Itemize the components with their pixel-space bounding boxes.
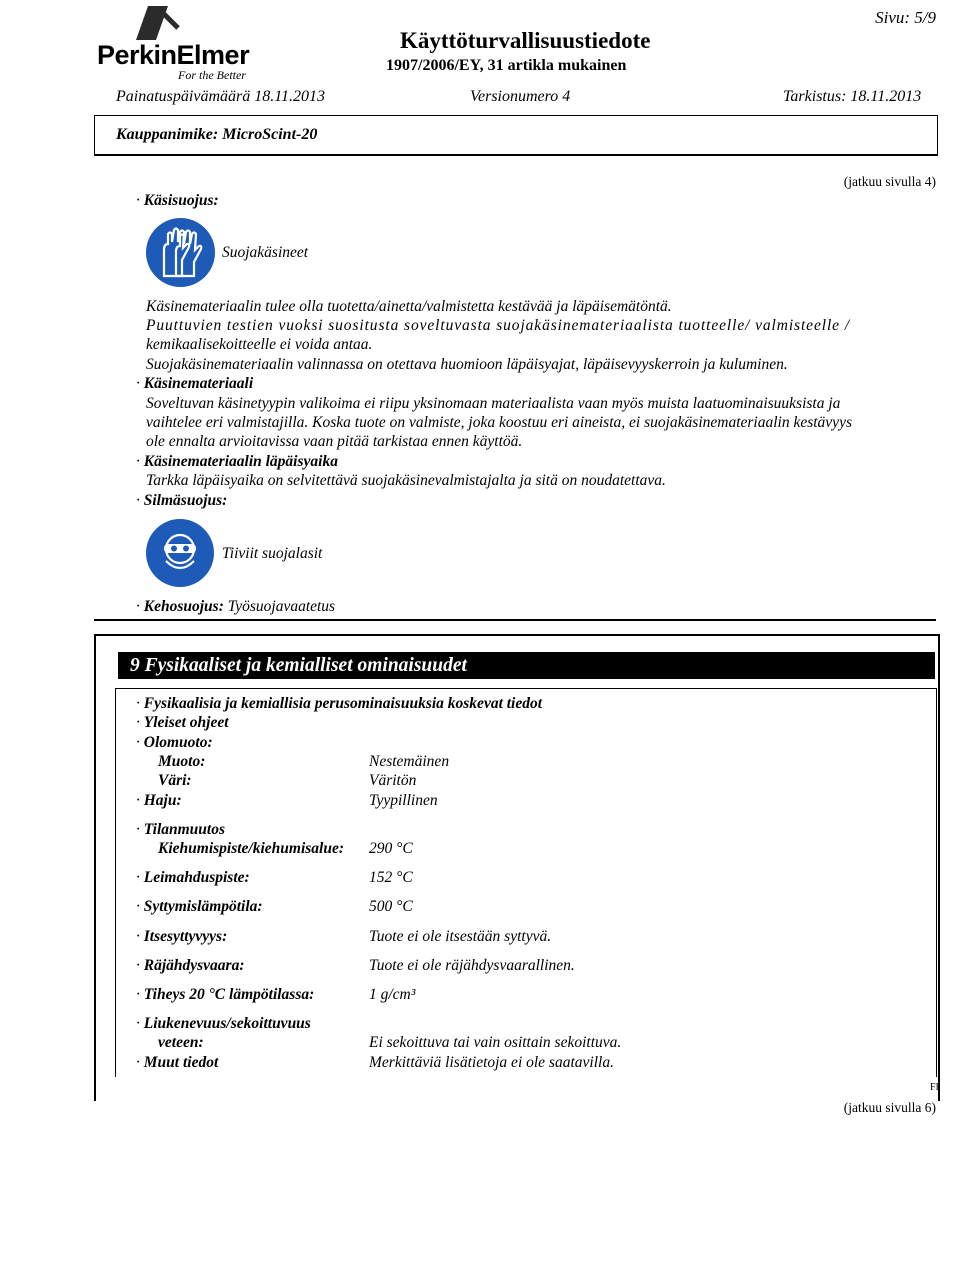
continued-from: (jatkuu sivulla 4) — [843, 174, 936, 189]
color-value: Väritön — [369, 772, 417, 789]
gloves-icon — [146, 218, 215, 287]
ignition-value: 500 °C — [369, 898, 413, 915]
page-number: Sivu: 5/9 — [875, 8, 936, 27]
odor-label: · Haju: — [136, 792, 182, 810]
physchem-intro: · Fysikaalisia ja kemiallisia perusominaisuuksia koskevat tiedot — [136, 695, 542, 713]
other-info-label: · Muut tiedot — [136, 1054, 218, 1072]
density-label: · Tiheys 20 °C lämpötilassa: — [136, 986, 314, 1004]
boiling-label: Kiehumispiste/kiehumisalue: — [158, 840, 345, 857]
self-ignition-value: Tuote ei ole itsestään syttyvä. — [369, 928, 552, 945]
eye-protection-label: · Silmäsuojus: — [136, 492, 227, 510]
version-number: Versionumero 4 — [470, 88, 571, 105]
flash-point-label: · Leimahduspiste: — [136, 869, 250, 887]
general-info: · Yleiset ohjeet — [136, 714, 229, 732]
continued-to: (jatkuu sivulla 6) — [843, 1100, 936, 1115]
glove-material-title: · Käsinemateriaali — [136, 375, 253, 393]
glove-material-1: Soveltuvan käsinetyypin valikoima ei riipu yksinomaan materiaalista vaan myös muista laatuominaisuuksista ja — [146, 395, 841, 412]
explosion-value: Tuote ei ole räjähdysvaarallinen. — [369, 957, 575, 974]
print-date: Painatuspäivämäärä 18.11.2013 — [116, 88, 326, 105]
logo-wordmark: PerkinElmer — [97, 40, 250, 70]
logo-tagline: For the Better — [178, 68, 246, 82]
state-change-label: · Tilanmuutos — [136, 821, 225, 839]
permeation-text: Tarkka läpäisyaika on selvitettävä suojakäsinevalmistajalta ja sitä on noudatettava. — [146, 472, 666, 489]
glove-material-3: ole ennalta arvioitavissa vaan pitää tarkistaa ennen käyttöä. — [146, 433, 523, 450]
hand-text-2b: kemikaalisekoitteelle ei voida antaa. — [146, 336, 373, 353]
boiling-value: 290 °C — [369, 840, 413, 857]
solubility-label-2: veteen: — [158, 1034, 204, 1051]
hand-protection-label: · Käsisuojus: — [136, 192, 219, 210]
hand-text-3: Suojakäsinemateriaalin valinnassa on otettava huomioon läpäisyajat, läpäisevyyskerroin ja kuluminen. — [146, 356, 788, 373]
density-value: 1 g/cm³ — [369, 986, 416, 1003]
flash-point-value: 152 °C — [369, 869, 413, 886]
explosion-label: · Räjähdysvaara: — [136, 957, 245, 975]
hand-text-2a: Puuttuvien testien vuoksi suositusta soveltuvasta suojakäsinemateriaalista tuotteelle/ valmisteelle / — [146, 317, 850, 334]
revision-date: Tarkistus: 18.11.2013 — [783, 88, 922, 105]
solubility-value: Ei sekoittuva tai vain osittain sekoittuva. — [369, 1034, 622, 1051]
document-title: Käyttöturvallisuustiedote — [400, 28, 651, 53]
goggles-icon — [146, 519, 214, 587]
form-value: Nestemäinen — [369, 753, 450, 770]
self-ignition-label: · Itsesyttyvyys: — [136, 928, 227, 946]
form-label: Muoto: — [158, 753, 206, 770]
goggles-caption: Tiiviit suojalasit — [222, 545, 323, 562]
section9-title: 9 Fysikaaliset ja kemialliset ominaisuudet — [118, 652, 935, 679]
gloves-caption: Suojakäsineet — [222, 244, 309, 261]
ignition-label: · Syttymislämpötila: — [136, 898, 263, 916]
solubility-label: · Liukenevuus/sekoittuvuus — [136, 1015, 311, 1033]
hand-text-1: Käsinemateriaalin tulee olla tuotetta/ainetta/valmistetta kestävää ja läpäisemätöntä. — [146, 298, 672, 315]
other-info-value: Merkittäviä lisätietoja ei ole saatavilla. — [369, 1054, 614, 1071]
permeation-title: · Käsinemateriaalin läpäisyaika — [136, 453, 338, 471]
trade-name: Kauppanimike: MicroScint-20 — [116, 126, 318, 143]
document-subtitle: 1907/2006/EY, 31 artikla mukainen — [386, 57, 627, 74]
body-protection: · Kehosuojus: Työsuojavaatetus — [136, 598, 335, 616]
odor-value: Tyypillinen — [369, 792, 438, 809]
appearance-label: · Olomuoto: — [136, 734, 213, 752]
color-label: Väri: — [158, 772, 192, 789]
glove-material-2: vaihtelee eri valmistajilla. Koska tuote on valmiste, joka koostuu eri aineista, ei suojakäsinemateriaalin kestävyys — [146, 414, 852, 431]
language-code: FI — [930, 1082, 939, 1093]
